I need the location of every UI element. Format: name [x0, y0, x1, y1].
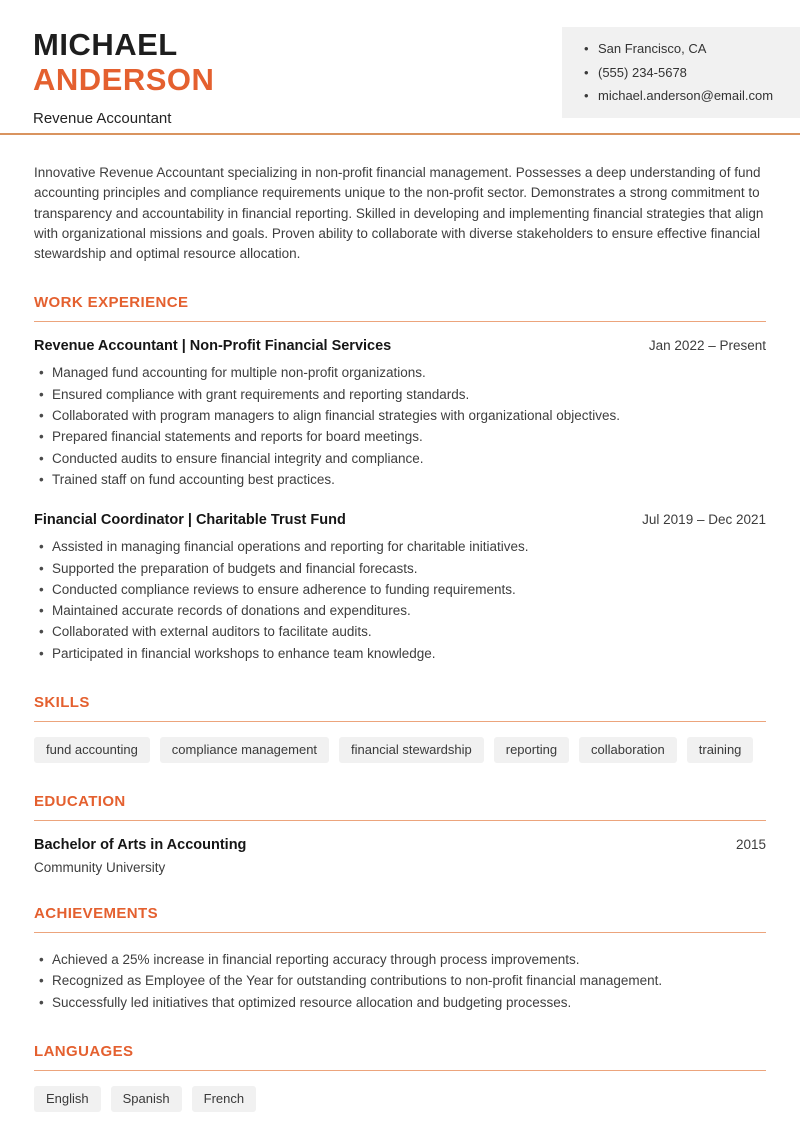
- bullet-item: • Collaborated with program managers to align financial strategies with organizational objectives.: [34, 405, 766, 426]
- skill-tag: training: [687, 737, 754, 763]
- job-header: [34, 512, 766, 528]
- education-entry: [34, 837, 766, 853]
- job-title: Revenue Accountant | Non-Profit Financial Services: [34, 338, 392, 355]
- section-work-experience: [34, 294, 766, 664]
- job-header: [34, 338, 766, 354]
- skill-tag: compliance management: [160, 737, 329, 763]
- education-heading: EDUCATION: [34, 793, 766, 821]
- bullet-item: • Ensured compliance with grant requirements and reporting standards.: [34, 384, 766, 405]
- section-skills: [34, 694, 766, 763]
- bullet-item: • Trained staff on fund accounting best practices.: [34, 469, 766, 490]
- bullet-item: • Prepared financial statements and reports for board meetings.: [34, 426, 766, 447]
- bullet-item: • Assisted in managing financial operations and reporting for charitable initiatives.: [34, 536, 766, 557]
- bullet-item: • Supported the preparation of budgets and financial forecasts.: [34, 558, 766, 579]
- bullet-item: • Managed fund accounting for multiple non-profit organizations.: [34, 362, 766, 383]
- contact-phone: • (555) 234-5678: [584, 61, 790, 85]
- contact-list: [584, 37, 790, 108]
- section-education: [34, 793, 766, 875]
- resume-body: [0, 163, 800, 1112]
- job-entry: [34, 512, 766, 664]
- section-achievements: [34, 905, 766, 1013]
- skills-heading: SKILLS: [34, 694, 766, 722]
- bullet-item: • Recognized as Employee of the Year for outstanding contributions to non-profit financial management.: [34, 970, 766, 991]
- candidate-last-name: ANDERSON: [33, 62, 215, 97]
- bullet-item: • Collaborated with external auditors to facilitate audits.: [34, 621, 766, 642]
- name-block: [33, 27, 214, 127]
- bullet-item: • Successfully led initiatives that optimized resource allocation and budgeting processes.: [34, 992, 766, 1013]
- skill-tag: collaboration: [579, 737, 677, 763]
- achievements-list: [34, 949, 766, 1013]
- skill-tag: reporting: [494, 737, 569, 763]
- achievements-heading: ACHIEVEMENTS: [34, 905, 766, 933]
- job-bullet-list: [34, 536, 766, 664]
- contact-card: [562, 27, 800, 118]
- candidate-first-name: MICHAEL: [33, 27, 178, 62]
- candidate-job-title: Revenue Accountant: [33, 110, 172, 127]
- contact-email: • michael.anderson@email.com: [584, 84, 790, 108]
- school-name: Community University: [34, 860, 166, 876]
- contact-location: • San Francisco, CA: [584, 37, 790, 61]
- job-dates: Jan 2022 – Present: [648, 338, 766, 354]
- degree-title: Bachelor of Arts in Accounting: [34, 837, 247, 854]
- section-languages: [34, 1043, 766, 1112]
- bullet-item: • Achieved a 25% increase in financial reporting accuracy through process improvements.: [34, 949, 766, 970]
- language-tag: French: [192, 1086, 256, 1112]
- bullet-item: • Conducted compliance reviews to ensure adherence to funding requirements.: [34, 579, 766, 600]
- job-bullet-list: [34, 362, 766, 490]
- skills-tag-list: [34, 737, 766, 763]
- languages-heading: LANGUAGES: [34, 1043, 766, 1071]
- summary-paragraph: Innovative Revenue Accountant specializing in non-profit financial management. Possesses a deep understanding of fund accounting principles and compliance requirements unique to the non-profit sector. Demonstrates a strong commitment to transparency and accountability in financial reporting. Skilled in developing and implementing financial strategies that align with organizational missions and goals. Proven ability to collaborate with diverse stakeholders to ensure effective financial stewardship and optimal resource allocation.: [34, 165, 764, 262]
- bullet-item: • Conducted audits to ensure financial integrity and compliance.: [34, 448, 766, 469]
- graduation-year: 2015: [735, 837, 766, 853]
- skill-tag: fund accounting: [34, 737, 150, 763]
- languages-tag-list: [34, 1086, 766, 1112]
- bullet-item: • Maintained accurate records of donations and expenditures.: [34, 600, 766, 621]
- job-entry: [34, 338, 766, 490]
- bullet-item: • Participated in financial workshops to enhance team knowledge.: [34, 643, 766, 664]
- job-dates: Jul 2019 – Dec 2021: [642, 512, 766, 528]
- work-experience-heading: WORK EXPERIENCE: [34, 294, 766, 322]
- language-tag: English: [34, 1086, 101, 1112]
- language-tag: Spanish: [111, 1086, 182, 1112]
- resume-header: [0, 0, 800, 135]
- job-title: Financial Coordinator | Charitable Trust Fund: [34, 512, 346, 529]
- candidate-name: [33, 27, 214, 97]
- skill-tag: financial stewardship: [339, 737, 484, 763]
